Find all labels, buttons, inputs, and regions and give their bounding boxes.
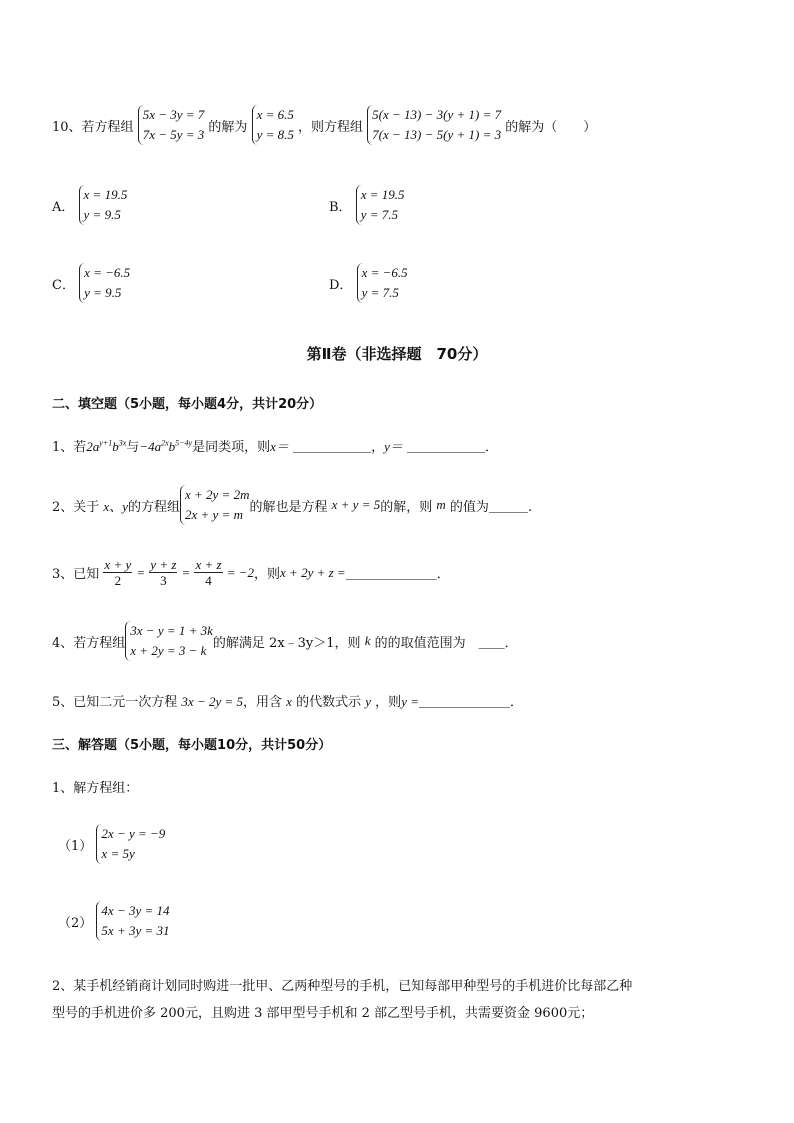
solve-question-2-line-1: 2、某手机经销商计划同时购进一批甲、乙两种型号的手机，已知每部甲种型号的手机进价比每部乙种 [52, 979, 633, 994]
answer-blank[interactable]: ＿＿＿＿＿＿＿． [345, 567, 450, 582]
q-prefix: 5、已知二元一次方程 [52, 695, 178, 710]
answer-blank[interactable]: 的值为＿＿＿. [449, 499, 533, 515]
equation-line: 5x + 3y = 31 [101, 923, 170, 938]
option-system [357, 263, 408, 303]
q10-prefix: 10、若方程组 [52, 119, 134, 135]
q-vars: x、y [103, 498, 128, 514]
option-d[interactable] [329, 263, 408, 303]
q-text: 的方程组 [127, 499, 180, 515]
term-var: b [112, 439, 119, 454]
q10-system-2 [367, 105, 501, 145]
equation-line: 5(x − 13) − 3(y + 1) = 7 [372, 107, 502, 122]
part-label: （2） [58, 915, 93, 931]
fraction-3 [194, 557, 222, 588]
equation-line: x = 19.5 [360, 187, 405, 202]
q-prefix: 4、若方程组 [52, 635, 126, 651]
equals-sign: = [136, 564, 146, 580]
q-text: 的解，则 [380, 499, 433, 515]
q-text: ， [371, 440, 385, 455]
part-label: （1） [58, 838, 93, 854]
equation-line: x + 2y = 3 − k [130, 643, 207, 658]
term-2 [139, 439, 192, 454]
exponent: 2x [161, 438, 169, 448]
numerator: x + y [104, 557, 132, 572]
fill-question-2 [52, 485, 532, 525]
equation-line: 5x − 3y = 7 [142, 107, 205, 122]
option-system [79, 185, 128, 225]
option-label: C． [52, 277, 75, 293]
q-text: 的解也是方程 [249, 499, 328, 515]
equation-line: x + 2y = 2m [184, 487, 250, 502]
q10-mid-2: ，则方程组 [298, 119, 364, 135]
q4-system [125, 621, 213, 661]
q-var-m: m [436, 497, 446, 512]
q-equation: x + y = 5 [331, 497, 381, 512]
solve-question-1-part-2 [58, 901, 170, 941]
q10-mid-1: 的解为 [208, 119, 248, 135]
q-text: 的解满足 2x﹣3y＞1，则 [212, 635, 361, 651]
q10-solution-1 [252, 105, 294, 145]
q-equation: 3x − 2y = 5 [181, 694, 244, 709]
fill-question-5 [52, 691, 523, 710]
equation-line: x = −6.5 [361, 265, 408, 280]
equation-line: x = 5y [101, 846, 135, 861]
fill-question-3 [52, 557, 450, 588]
q-expression: y = [401, 694, 419, 709]
q-prefix: 1、若 [52, 440, 87, 455]
term-var: b [168, 439, 176, 454]
equation-line: y = 9.5 [84, 285, 122, 300]
numerator: y + z [150, 557, 177, 572]
numerator: x + z [195, 557, 222, 572]
x-label: x＝ [270, 439, 289, 454]
exponent: 5−4y [175, 438, 193, 448]
equation-line: y = 7.5 [361, 285, 399, 300]
answer-blank-y[interactable]: ＿＿＿＿＿＿． [407, 440, 499, 455]
q-var-x: x [286, 694, 292, 709]
denominator: 4 [205, 573, 212, 588]
equation-line: y = 7.5 [360, 207, 398, 222]
section-2-title: 二、填空题（5小题，每小题4分，共计20分） [52, 397, 323, 412]
fill-question-1 [52, 436, 498, 455]
equation-line: 2x + y = m [184, 507, 243, 522]
option-label: D． [329, 277, 353, 293]
term-coef: 2a [86, 439, 100, 454]
q-text: 的代数式示 [296, 695, 362, 710]
part-system [96, 901, 169, 941]
option-label: A． [52, 199, 75, 215]
fill-question-4 [52, 621, 518, 661]
term-coef: −4a [139, 439, 162, 454]
answer-blank[interactable]: ＿＿＿＿＿＿＿． [418, 695, 523, 710]
equals-sign: = [181, 564, 191, 580]
q-text: 是同类项，则 [192, 440, 271, 455]
exponent: y+1 [99, 438, 113, 448]
solve-question-1-part-1 [58, 824, 165, 864]
equation-line: 3x − y = 1 + 3k [130, 623, 213, 638]
equation-line: 7x − 5y = 3 [142, 127, 205, 142]
q-text: ，用含 [243, 695, 283, 710]
fraction-2 [149, 557, 177, 588]
q-prefix: 2、关于 [52, 499, 100, 515]
part-2-title: 第Ⅱ卷（非选择题 70分） [306, 345, 488, 363]
solve-question-1-stem: 1、解方程组： [52, 781, 139, 796]
equation-line: 2x − y = −9 [101, 826, 166, 841]
denominator: 2 [114, 573, 122, 588]
equation-line: 4x − 3y = 14 [101, 903, 170, 918]
q10-system-1 [138, 105, 205, 145]
q2-system [180, 485, 249, 525]
equation-line: x = 19.5 [83, 187, 128, 202]
option-b[interactable] [329, 185, 405, 225]
equation-line: x = 6.5 [256, 107, 294, 122]
q10-suffix: 的解为（ ） [505, 119, 597, 135]
exponent: 3x [118, 438, 127, 448]
option-label: B． [329, 199, 352, 215]
q-text: 与 [126, 440, 140, 455]
denominator: 3 [160, 573, 167, 588]
answer-blank-x[interactable]: ＿＿＿＿＿＿ [293, 440, 372, 455]
q-expression: x + 2y + z = [280, 564, 346, 580]
part-system [96, 824, 165, 864]
term-1 [86, 439, 126, 454]
option-system [356, 185, 405, 225]
q-text: ，则 [375, 695, 402, 710]
equation-line: 7(x − 13) − 5(y + 1) = 3 [372, 127, 502, 142]
option-c[interactable] [52, 263, 130, 303]
equation-line: y = 9.5 [83, 207, 121, 222]
option-a[interactable] [52, 185, 127, 225]
question-10 [52, 105, 596, 145]
q-equation: = −2 [226, 564, 255, 580]
section-3-title: 三、解答题（5小题，每小题10分，共计50分） [52, 738, 332, 753]
q-prefix: 3、已知 [52, 567, 100, 582]
answer-blank[interactable]: 的的取值范围为 ＿＿． [374, 635, 518, 651]
y-label: y＝ [384, 439, 403, 454]
solve-question-2-line-2: 型号的手机进价多 200元，且购进 3 部甲型号手机和 2 部乙型号手机，共需要资金 9600元； [52, 1006, 594, 1021]
q-var-k: k [364, 633, 371, 648]
fraction-1 [103, 557, 132, 588]
q-var-y: y [365, 694, 372, 709]
equation-line: y = 8.5 [256, 127, 294, 142]
q-text: ，则 [254, 567, 281, 582]
equation-line: x = −6.5 [84, 265, 131, 280]
option-system [79, 263, 130, 303]
